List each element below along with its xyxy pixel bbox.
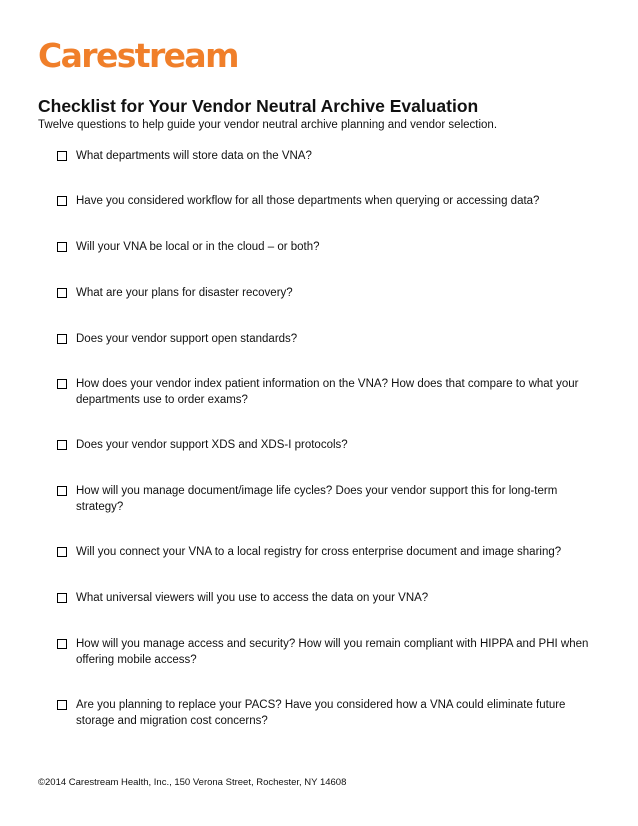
checkbox-icon[interactable]: [57, 547, 67, 557]
checklist-item: [57, 636, 602, 668]
page-subtitle: Twelve questions to help guide your vendor neutral archive planning and vendor selection.: [38, 119, 498, 131]
checklist-item-text: Will you connect your VNA to a local registry for cross enterprise document and image sharing?: [76, 546, 562, 558]
checkbox-icon[interactable]: [57, 379, 67, 389]
carestream-logo: Carestream: [38, 36, 238, 75]
checkbox-icon[interactable]: [57, 639, 67, 649]
checkbox-icon[interactable]: [57, 700, 67, 710]
checklist-item-text: How will you manage access and security? How will you remain compliant with HIPPA and PHI when offering mobile access?: [76, 638, 589, 666]
checklist-item-text: Will your VNA be local or in the cloud – or both?: [76, 241, 320, 253]
checklist-item: [57, 483, 602, 515]
checklist-item-text: Are you planning to replace your PACS? Have you considered how a VNA could eliminate future storage and migration cost concerns?: [76, 699, 566, 727]
checklist-item-text: How will you manage document/image life cycles? Does your vendor support this for long-term strategy?: [76, 485, 558, 513]
checklist-item: [57, 590, 602, 606]
checklist-item-text: How does your vendor index patient information on the VNA? How does that compare to what your departments use to order exams?: [76, 378, 579, 406]
page-title: Checklist for Your Vendor Neutral Archive Evaluation: [38, 96, 479, 116]
checklist-item: [57, 239, 602, 255]
checklist-item: [57, 544, 602, 560]
checklist-item: [57, 148, 602, 164]
checkbox-icon[interactable]: [57, 151, 67, 161]
checklist-item: [57, 376, 602, 408]
checkbox-icon[interactable]: [57, 593, 67, 603]
checklist-item-text: What are your plans for disaster recovery?: [76, 287, 293, 299]
checklist-item: [57, 193, 602, 209]
checklist-item-text: Have you considered workflow for all those departments when querying or accessing data?: [76, 195, 540, 207]
checklist-item: [57, 437, 602, 453]
checkbox-icon[interactable]: [57, 196, 67, 206]
checklist-item-text: What departments will store data on the VNA?: [76, 150, 312, 162]
checkbox-icon[interactable]: [57, 486, 67, 496]
checkbox-icon[interactable]: [57, 440, 67, 450]
checklist-item: [57, 331, 602, 347]
checkbox-icon[interactable]: [57, 288, 67, 298]
checklist-item: [57, 285, 602, 301]
checklist-item-text: Does your vendor support open standards?: [76, 333, 298, 345]
checklist-item-text: What universal viewers will you use to access the data on your VNA?: [76, 592, 429, 604]
checkbox-icon[interactable]: [57, 334, 67, 344]
footer-copyright: ©2014 Carestream Health, Inc., 150 Verona Street, Rochester, NY 14608: [38, 777, 347, 788]
checkbox-icon[interactable]: [57, 242, 67, 252]
checklist-item-text: Does your vendor support XDS and XDS-I protocols?: [76, 439, 348, 451]
checklist-item: [57, 697, 602, 729]
